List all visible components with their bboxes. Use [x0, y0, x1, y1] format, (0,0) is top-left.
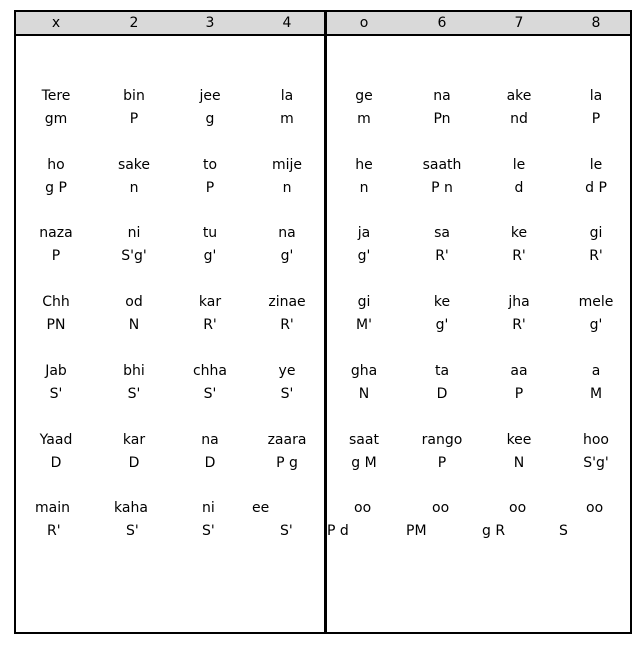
lyric-word: ho — [47, 157, 65, 173]
note: R' — [280, 317, 294, 333]
table-cell — [247, 155, 327, 199]
note: n — [359, 180, 369, 196]
table-cell — [94, 430, 174, 474]
table-cell — [247, 430, 327, 474]
lyric-word: ake — [506, 88, 532, 104]
table-cell — [479, 430, 559, 474]
lyric-word: zaara — [267, 432, 307, 448]
lyric-word: a — [591, 363, 601, 379]
table-cell — [479, 223, 559, 267]
header-cell: 3 — [205, 15, 215, 31]
lyric-word: od — [125, 294, 143, 310]
table-cell — [16, 86, 96, 130]
note: S' — [126, 523, 139, 539]
table-cell — [94, 155, 174, 199]
note: g' — [435, 317, 449, 333]
lyric-word: Chh — [42, 294, 70, 310]
table-cell — [402, 361, 482, 405]
header-cell: 4 — [282, 15, 292, 31]
lyric-word: na — [201, 432, 219, 448]
lyric-word: kaha — [114, 500, 148, 516]
lyric-word: mele — [578, 294, 614, 310]
header-cell: 2 — [129, 15, 139, 31]
table-cell — [402, 86, 482, 130]
lyric-word: le — [589, 157, 603, 173]
table-cell — [247, 86, 327, 130]
table-cell — [556, 155, 636, 199]
table-cell — [402, 292, 482, 336]
header-cell: 7 — [514, 15, 524, 31]
note: S'g' — [121, 248, 147, 264]
note: g R — [482, 523, 506, 539]
table-cell — [94, 361, 174, 405]
table-cell — [16, 223, 96, 267]
note: M' — [356, 317, 372, 333]
note: d P — [585, 180, 607, 196]
table-cell — [556, 361, 636, 405]
header-cell: 6 — [437, 15, 447, 31]
header-cell: x — [51, 15, 61, 31]
table-cell — [16, 292, 96, 336]
table-cell — [16, 430, 96, 474]
note: S' — [202, 523, 215, 539]
note: S' — [49, 386, 63, 402]
table-cell — [324, 292, 404, 336]
note: PM — [406, 523, 427, 539]
table-cell — [94, 223, 174, 267]
note: D — [204, 455, 216, 471]
table-cell — [247, 223, 327, 267]
note: R' — [435, 248, 449, 264]
note: S' — [280, 523, 293, 539]
lyric-word: gi — [357, 294, 371, 310]
table-cell — [556, 292, 636, 336]
note: N — [513, 455, 525, 471]
lyric-word: rango — [421, 432, 463, 448]
table-cell — [16, 155, 96, 199]
note: n — [282, 180, 292, 196]
note: g' — [589, 317, 603, 333]
note: P n — [431, 180, 453, 196]
lyric-word: kar — [198, 294, 222, 310]
lyric-word: la — [589, 88, 603, 104]
lyric-word: he — [355, 157, 373, 173]
note: S' — [280, 386, 294, 402]
table-cell — [170, 430, 250, 474]
table-cell — [479, 292, 559, 336]
lyric-word: kar — [122, 432, 146, 448]
lyric-word: ja — [357, 225, 371, 241]
lyric-word: main — [35, 500, 70, 516]
note: R' — [512, 248, 526, 264]
note: P — [591, 111, 601, 127]
table-cell — [170, 155, 250, 199]
table-cell — [402, 430, 482, 474]
lyric-word: ke — [433, 294, 451, 310]
note: n — [129, 180, 139, 196]
table-cell — [556, 223, 636, 267]
note: R' — [203, 317, 217, 333]
header-cell: 8 — [591, 15, 601, 31]
note: m — [357, 111, 371, 127]
lyric-word: oo — [509, 500, 527, 516]
note: P — [437, 455, 447, 471]
table-cell — [94, 292, 174, 336]
table-cell — [479, 86, 559, 130]
note: S' — [203, 386, 217, 402]
note: P — [129, 111, 139, 127]
lyric-word: la — [280, 88, 294, 104]
note: S — [559, 523, 568, 539]
note: g' — [280, 248, 294, 264]
lyric-word: jee — [199, 88, 221, 104]
table-cell — [324, 361, 404, 405]
table-cell — [170, 223, 250, 267]
lyric-word: na — [433, 88, 451, 104]
note: P — [205, 180, 215, 196]
table-cell — [170, 292, 250, 336]
note: D — [128, 455, 140, 471]
table-cell — [16, 361, 96, 405]
lyric-word: ta — [434, 363, 450, 379]
lyric-word: bhi — [123, 363, 145, 379]
lyric-word: sa — [434, 225, 450, 241]
table-cell — [247, 361, 327, 405]
lyric-word: tu — [202, 225, 218, 241]
table-cell — [247, 292, 327, 336]
lyric-word: gha — [350, 363, 378, 379]
lyric-word: ee — [252, 500, 270, 516]
table-cell — [556, 86, 636, 130]
note: S'g' — [583, 455, 609, 471]
table-cell — [324, 155, 404, 199]
lyric-word: saat — [349, 432, 379, 448]
lyric-word: oo — [586, 500, 604, 516]
note: PN — [46, 317, 66, 333]
lyric-word: aa — [510, 363, 528, 379]
note: S' — [127, 386, 141, 402]
note: g — [205, 111, 215, 127]
note: gm — [44, 111, 68, 127]
lyric-word: ke — [510, 225, 528, 241]
table-cell — [556, 430, 636, 474]
table-header — [16, 12, 630, 36]
lyric-word: mije — [271, 157, 303, 173]
lyric-word: le — [512, 157, 526, 173]
lyric-word: naza — [39, 225, 73, 241]
lyric-word: hoo — [582, 432, 609, 448]
lyric-word: jha — [508, 294, 530, 310]
lyric-word: gi — [589, 225, 603, 241]
note: nd — [510, 111, 528, 127]
note: N — [358, 386, 370, 402]
note: R' — [512, 317, 526, 333]
lyric-word: to — [202, 157, 218, 173]
lyric-word: bin — [123, 88, 145, 104]
table-cell — [402, 223, 482, 267]
lyric-word: kee — [506, 432, 532, 448]
table-cell — [324, 223, 404, 267]
lyric-word: zinae — [268, 294, 306, 310]
table-cell — [479, 361, 559, 405]
lyric-word: oo — [432, 500, 450, 516]
note: D — [50, 455, 62, 471]
lyric-word: ge — [355, 88, 373, 104]
header-cell: o — [359, 15, 369, 31]
notation-table — [14, 10, 632, 634]
lyric-word: ni — [127, 225, 141, 241]
note: R' — [589, 248, 603, 264]
table-cell — [170, 86, 250, 130]
table-cell — [479, 155, 559, 199]
lyric-word: Jab — [45, 363, 67, 379]
note: P — [51, 248, 61, 264]
lyric-word: na — [278, 225, 296, 241]
lyric-word: chha — [192, 363, 228, 379]
table-cell — [324, 430, 404, 474]
note: m — [280, 111, 294, 127]
note: d — [514, 180, 524, 196]
note: P d — [327, 523, 349, 539]
table-cell — [170, 361, 250, 405]
note: D — [436, 386, 448, 402]
note: P — [514, 386, 524, 402]
lyric-word: Yaad — [39, 432, 73, 448]
note: g M — [351, 455, 377, 471]
lyric-word: ni — [202, 500, 215, 516]
lyric-word: saath — [422, 157, 462, 173]
lyric-word: ye — [278, 363, 296, 379]
note: M — [589, 386, 603, 402]
note: Pn — [433, 111, 451, 127]
table-cell — [402, 155, 482, 199]
note: R' — [47, 523, 61, 539]
note: P g — [276, 455, 298, 471]
lyric-word: oo — [354, 500, 372, 516]
note: g' — [357, 248, 371, 264]
note: g' — [203, 248, 217, 264]
note: N — [128, 317, 140, 333]
note: g P — [45, 180, 67, 196]
table-cell — [324, 86, 404, 130]
lyric-word: Tere — [41, 88, 71, 104]
table-cell — [94, 86, 174, 130]
lyric-word: sake — [117, 157, 151, 173]
